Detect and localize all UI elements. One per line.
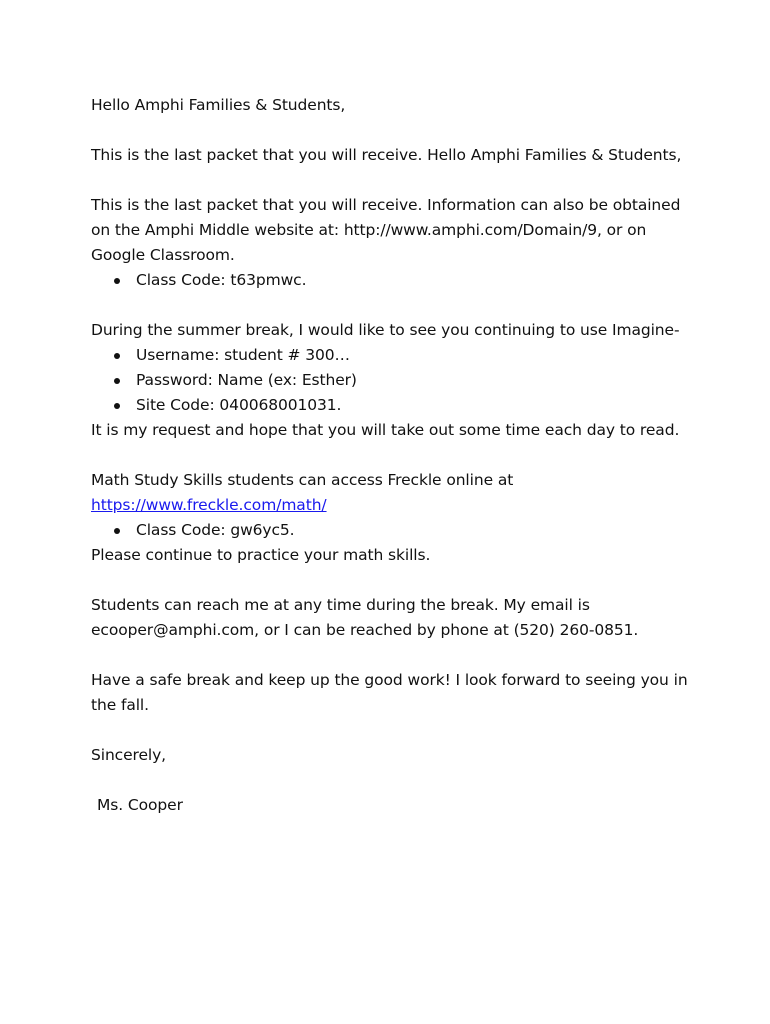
class-code-list [91, 268, 691, 293]
paragraph-freckle: Math Study Skills students can access Freckle online at [91, 471, 514, 489]
freckle-code-list [91, 518, 691, 543]
paragraph-read-request: It is my request and hope that you will take out some time each day to read. [91, 421, 680, 439]
paragraph-farewell: Have a safe break and keep up the good work! I look forward to seeing you in the fall. [91, 671, 688, 714]
paragraph-contact: Students can reach me at any time during the break. My email is ecooper@amphi.com, or I can be reached by phone at (520) 260-0851. [91, 596, 639, 639]
list-item-username: Username: student # 300… [91, 343, 691, 368]
letter-body [91, 93, 691, 843]
greeting: Hello Amphi Families & Students, [91, 96, 346, 114]
signature: Ms. Cooper [97, 796, 183, 814]
paragraph-information: This is the last packet that you will receive. Information can also be obtained on the Amphi Middle website at: http://www.amphi.com/Domain/9, or on Google Classroom. [91, 196, 681, 264]
list-item-password: Password: Name (ex: Esther) [91, 368, 691, 393]
imagine-login-list [91, 343, 691, 418]
spacer [91, 293, 691, 318]
freckle-link[interactable]: https://www.freckle.com/math/ [91, 496, 327, 514]
paragraph-summer-break: During the summer break, I would like to see you continuing to use Imagine- [91, 321, 680, 339]
list-item-site-code: Site Code: 040068001031. [91, 393, 691, 418]
freckle-link-line [91, 493, 691, 518]
list-item-freckle-code: Class Code: gw6yc5. [91, 518, 691, 543]
list-item-class-code: Class Code: t63pmwc. [91, 268, 691, 293]
paragraph-practice: Please continue to practice your math skills. [91, 546, 431, 564]
closing: Sincerely, [91, 746, 167, 764]
paragraph-last-packet: This is the last packet that you will receive. Hello Amphi Families & Students, [91, 146, 682, 164]
